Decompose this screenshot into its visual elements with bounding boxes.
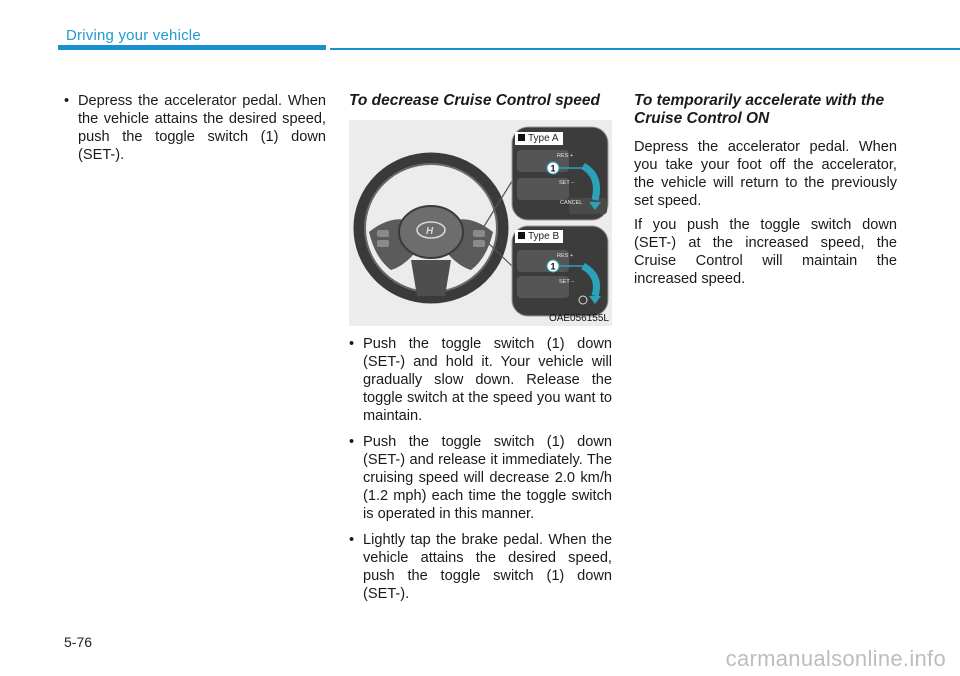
bullet-item: • Depress the accelerator pedal. When the vehicle attains the desired speed, push the toggle switch (1) down (SET-). [64, 92, 326, 164]
steering-wheel-figure [349, 120, 612, 326]
svg-text:CANCEL: CANCEL [560, 200, 583, 206]
watermark: carmanualsonline.info [725, 646, 946, 671]
bullet-item: • Push the toggle switch (1) down (SET-) and hold it. Your vehicle will gradually slow down. Release the toggle switch at the speed you want to maintain. [349, 335, 612, 425]
decrease-speed-heading: To decrease Cruise Control speed [349, 92, 600, 109]
bullet-item: • Lightly tap the brake pedal. When the vehicle attains the desired speed, push the toggle switch (1) down (SET-). [349, 531, 612, 603]
right-column [634, 92, 897, 294]
figure-code: OAE056155L [548, 313, 609, 324]
section-title: Driving your vehicle [66, 27, 201, 44]
middle-column [349, 92, 612, 611]
paragraph: If you push the toggle switch down (SET-) at the increased speed, the Cruise Control will maintain the increased speed. [634, 217, 897, 287]
left-column [64, 92, 326, 172]
type-a-label: Type A [515, 132, 563, 145]
bullet-item: • Push the toggle switch (1) down (SET-) and release it immediately. The cruising speed will decrease 2.0 km/h (1.2 mph) each time the toggle switch is operated in this manner. [349, 433, 612, 523]
svg-text:SET −: SET − [559, 279, 575, 285]
square-bullet-icon [518, 134, 525, 141]
svg-text:RES +: RES + [557, 153, 574, 159]
callout-number-b: 1 [550, 261, 556, 272]
steering-wheel-icon [359, 158, 503, 298]
svg-text:RES +: RES + [557, 253, 574, 259]
page-number: 5-76 [64, 634, 93, 650]
paragraph: Depress the accelerator pedal. When you take your foot off the accelerator, the vehicle will return to the previously set speed. [634, 139, 897, 209]
header-rule-thin [330, 48, 960, 50]
svg-text:H: H [426, 226, 434, 237]
square-bullet-icon [518, 232, 525, 239]
type-b-label: Type B [515, 230, 563, 243]
header-rule-thick [58, 45, 326, 50]
svg-text:SET −: SET − [559, 180, 575, 186]
callout-number-a: 1 [550, 163, 556, 174]
steering-wheel-illustration [349, 120, 612, 326]
accelerate-heading: To temporarily accelerate with the Cruise Control ON [634, 92, 885, 127]
